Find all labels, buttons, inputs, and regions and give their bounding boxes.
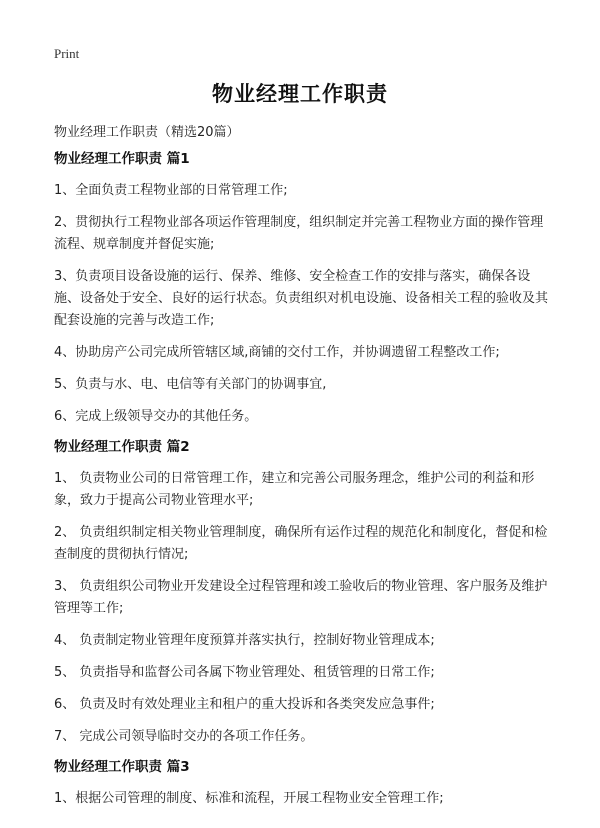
list-item: 7、 完成公司领导临时交办的各项工作任务。 bbox=[54, 729, 314, 744]
document-subtitle: 物业经理工作职责（精选20篇） bbox=[54, 125, 240, 140]
list-item: 1、根据公司管理的制度、标准和流程，开展工程物业安全管理工作; bbox=[54, 791, 444, 806]
document-body bbox=[54, 150, 554, 820]
list-item: 6、 负责及时有效处理业主和租户的重大投诉和各类突发应急事件; bbox=[54, 697, 435, 712]
section-2 bbox=[54, 438, 554, 748]
list-item: 3、 负责组织公司物业开发建设全过程管理和竣工验收后的物业管理、客户服务及维护管理等工作; bbox=[54, 579, 548, 616]
list-item: 4、 负责制定物业管理年度预算并落实执行，控制好物业管理成本; bbox=[54, 633, 435, 648]
print-label: Print bbox=[54, 46, 80, 61]
section-heading: 物业经理工作职责 篇2 bbox=[54, 439, 190, 455]
section-heading: 物业经理工作职责 篇3 bbox=[54, 759, 190, 775]
section-3 bbox=[54, 758, 554, 810]
list-item: 1、全面负责工程物业部的日常管理工作; bbox=[54, 183, 288, 198]
list-item: 1、 负责物业公司的日常管理工作，建立和完善公司服务理念，维护公司的利益和形象，致力于提高公司物业管理水平; bbox=[54, 471, 535, 508]
list-item: 2、贯彻执行工程物业部各项运作管理制度，组织制定并完善工程物业方面的操作管理流程、规章制度并督促实施; bbox=[54, 215, 544, 252]
list-item: 5、 负责指导和监督公司各属下物业管理处、租赁管理的日常工作; bbox=[54, 665, 435, 680]
list-item: 2、 负责组织制定相关物业管理制度，确保所有运作过程的规范化和制度化，督促和检查制度的贯彻执行情况; bbox=[54, 525, 548, 562]
section-1 bbox=[54, 150, 554, 428]
list-item: 5、负责与水、电、电信等有关部门的协调事宜, bbox=[54, 377, 327, 392]
list-item: 4、协助房产公司完成所管辖区域,商铺的交付工作，并协调遗留工程整改工作; bbox=[54, 345, 500, 360]
list-item: 6、完成上级领导交办的其他任务。 bbox=[54, 409, 258, 424]
section-heading: 物业经理工作职责 篇1 bbox=[54, 151, 190, 167]
list-item: 3、负责项目设备设施的运行、保养、维修、安全检查工作的安排与落实，确保各设施、设备处于安全、良好的运行状态。负责组织对机电设施、设备相关工程的验收及其配套设施的完善与改造工作; bbox=[54, 269, 549, 328]
page-title: 物业经理工作职责 bbox=[212, 82, 388, 106]
